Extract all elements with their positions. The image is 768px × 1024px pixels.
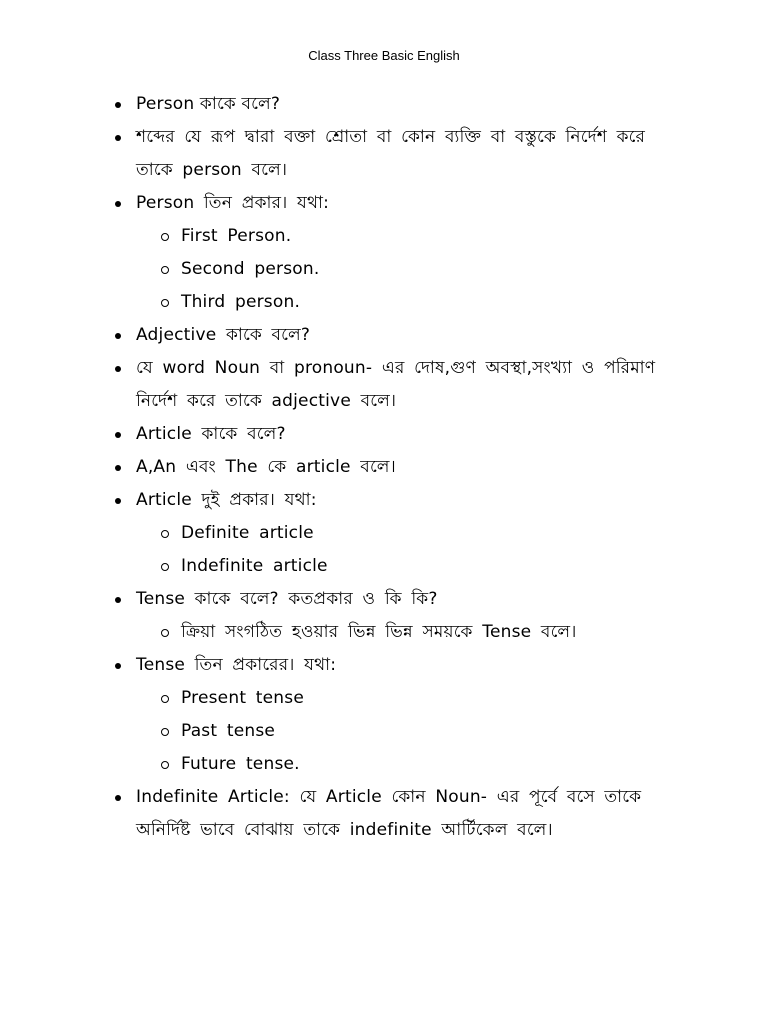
- sub-list: [136, 616, 668, 649]
- sub-list-item: Indefinite article: [181, 550, 668, 583]
- sub-list-item: ক্রিয়া সংগঠিত হওয়ার ভিন্ন ভিন্ন সময়কে Tense বলে।: [181, 616, 668, 649]
- sub-list-item: Past tense: [181, 715, 668, 748]
- sub-list: [136, 517, 668, 583]
- list-item-text: Tense কাকে বলে? কতপ্রকার ও কি কি?: [136, 589, 438, 609]
- list-item: Indefinite Article: যে Article কোন Noun- এর পূর্বে বসে তাকে অনির্দিষ্ট ভাবে বোঝায় তাকে indefinite আর্টিকেল বলে।: [112, 781, 668, 847]
- list-item-text: Tense তিন প্রকারের। যথা:: [136, 655, 337, 675]
- page-header: Class Three Basic English: [308, 48, 460, 63]
- sub-list: [136, 682, 668, 781]
- sub-list-item: First Person.: [181, 220, 668, 253]
- list-item: [112, 187, 668, 319]
- list-item: A,An এবং The কে article বলে।: [112, 451, 668, 484]
- sub-list-item: Future tense.: [181, 748, 668, 781]
- list-item-text: Person তিন প্রকার। যথা:: [136, 193, 330, 213]
- list-item: Adjective কাকে বলে?: [112, 319, 668, 352]
- sub-list-item: Present tense: [181, 682, 668, 715]
- page-content: [0, 88, 768, 847]
- list-item: Article কাকে বলে?: [112, 418, 668, 451]
- list-item: [112, 583, 668, 649]
- sub-list: [136, 220, 668, 319]
- list-item: যে word Noun বা pronoun- এর দোষ,গুণ অবস্থা,সংখ্যা ও পরিমাণ নির্দেশ করে তাকে adjective বলে।: [112, 352, 668, 418]
- list-item: [112, 484, 668, 583]
- list-item-text: Article দুই প্রকার। যথা:: [136, 490, 317, 510]
- sub-list-item: Third person.: [181, 286, 668, 319]
- sub-list-item: Second person.: [181, 253, 668, 286]
- list-item: [112, 649, 668, 781]
- list-item: শব্দের যে রূপ দ্বারা বক্তা শ্রোতা বা কোন ব্যক্তি বা বস্তুকে নির্দেশ করে তাকে person বলে।: [112, 121, 668, 187]
- bullet-list: [0, 88, 668, 847]
- sub-list-item: Definite article: [181, 517, 668, 550]
- list-item: Person কাকে বলে?: [112, 88, 668, 121]
